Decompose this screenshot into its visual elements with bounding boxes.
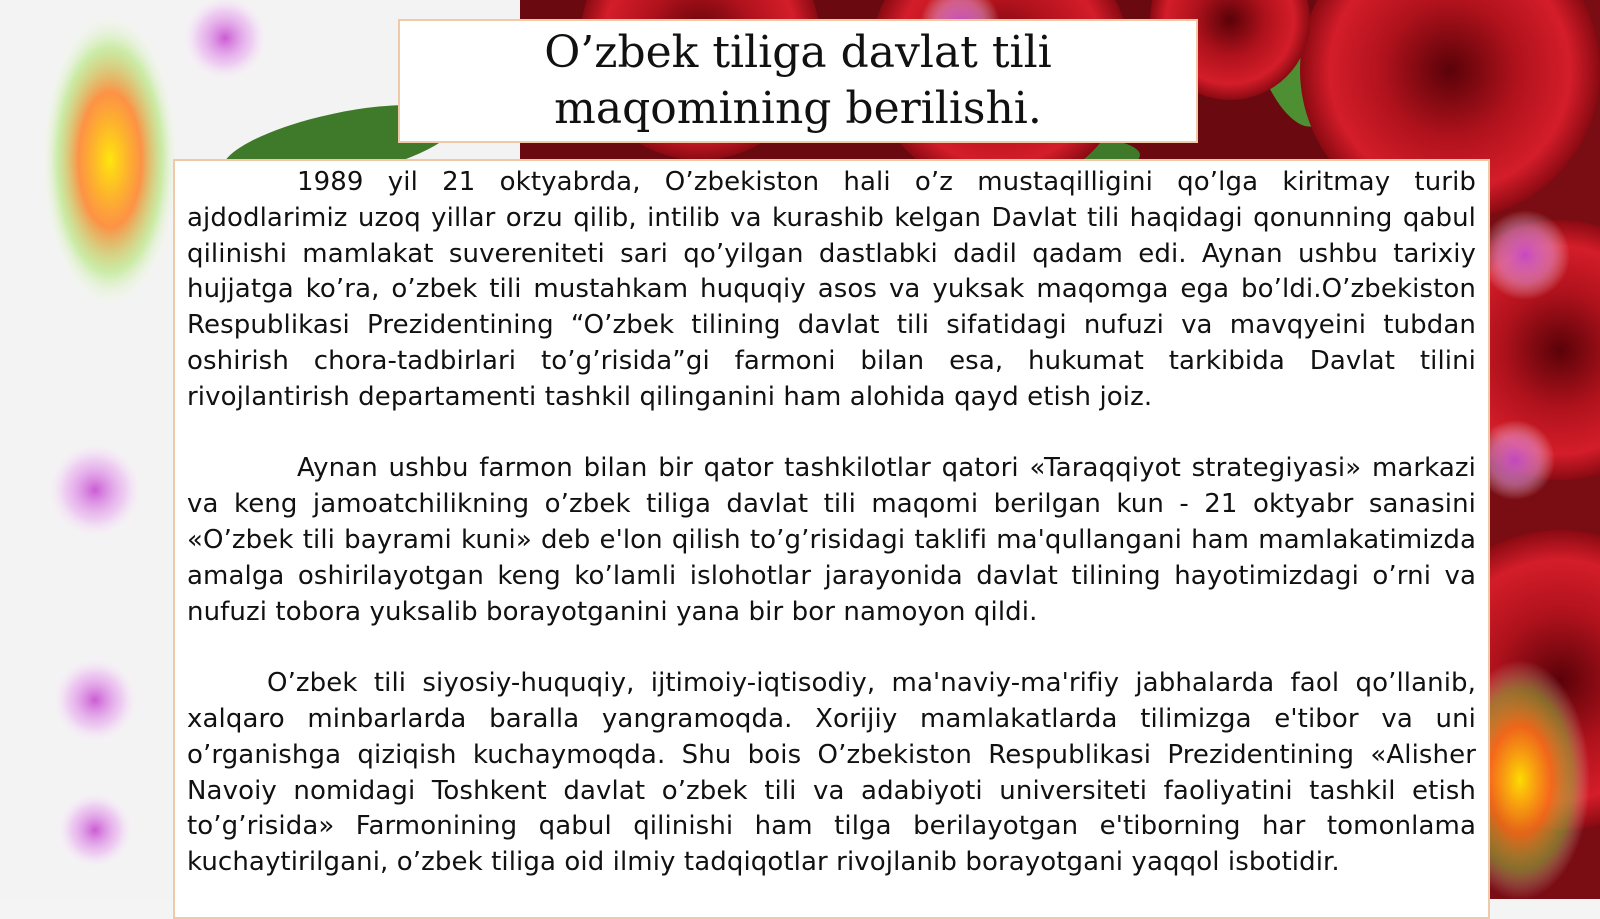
paragraph-1: 1989 yil 21 oktyabrda, O’zbekiston hali o’z mustaqilligini qo’lga kiritmay turib ajdodlarimiz uzoq yillar orzu qilib, intilib va kurashib kelgan Davlat tili haqidagi qonunning qabul qilinishi mamlakat suvereniteti sari qo’yilgan dastlabki dadil qadam edi. Aynan ushbu tarixiy hujjatga ko’ra, o’zbek tili mustahkam huquqiy asos va yuksak maqomga ega bo’ldi.O’zbekiston Respublikasi Prezidentining “O’zbek tilining davlat tili sifatidagi nufuzi va mavqyeini tubdan oshirish chora-tadbirlari to’g’risida”gi farmoni bilan esa, hukumat tarkibida Davlat tilini rivojlantirish departamenti tashkil qilinganini ham alohida qayd etish joiz.: [187, 167, 1476, 412]
paragraph-3: O’zbek tili siyosiy-huquqiy, ijtimoiy-iqtisodiy, ma'naviy-ma'rifiy jabhalarda faol qo’llanib, xalqaro minbarlarda baralla yangramoqda. Xorijiy mamlakatlarda tilimizga e'tibor va uni o’rganishga qiziqish kuchaymoqda. Shu bois O’zbekiston Respublikasi Prezidentining «Alisher Navoiy nomidagi Toshkent davlat o’zbek tili va adabiyoti universiteti faoliyatini tashkil etish to’g’risida» Farmonining qabul qilinishi ham tilga berilayotgan e'tiborning har tomonlama kuchaytirilgani, o’zbek tiliga oid ilmiy tadqiqotlar rivojlanib borayotgani yaqqol isbotidir.: [187, 668, 1476, 878]
paragraph-gap: [187, 630, 1476, 666]
slide-title: O’zbek tiliga davlat tili maqomining berilishi.: [544, 27, 1052, 134]
title-box: [398, 19, 1198, 143]
content-box: [173, 159, 1490, 919]
paragraph-gap: [187, 416, 1476, 452]
paragraph-2: Aynan ushbu farmon bilan bir qator tashkilotlar qatori «Taraqqiyot strategiyasi» markazi va keng jamoatchilikning o’zbek tiliga davlat tili maqomi berilgan kun - 21 oktyabr sanasini «O’zbek tili bayrami kuni» deb e'lon qilish to’g’risidagi taklifi ma'qullangani ham mamlakatimizda amalga oshirilayotgan keng ko’lamli islohotlar jarayonida davlat tilining hayotimizdagi o’rni va nufuzi tobora yuksalib borayotganini yana bir bor namoyon qildi.: [187, 453, 1476, 627]
